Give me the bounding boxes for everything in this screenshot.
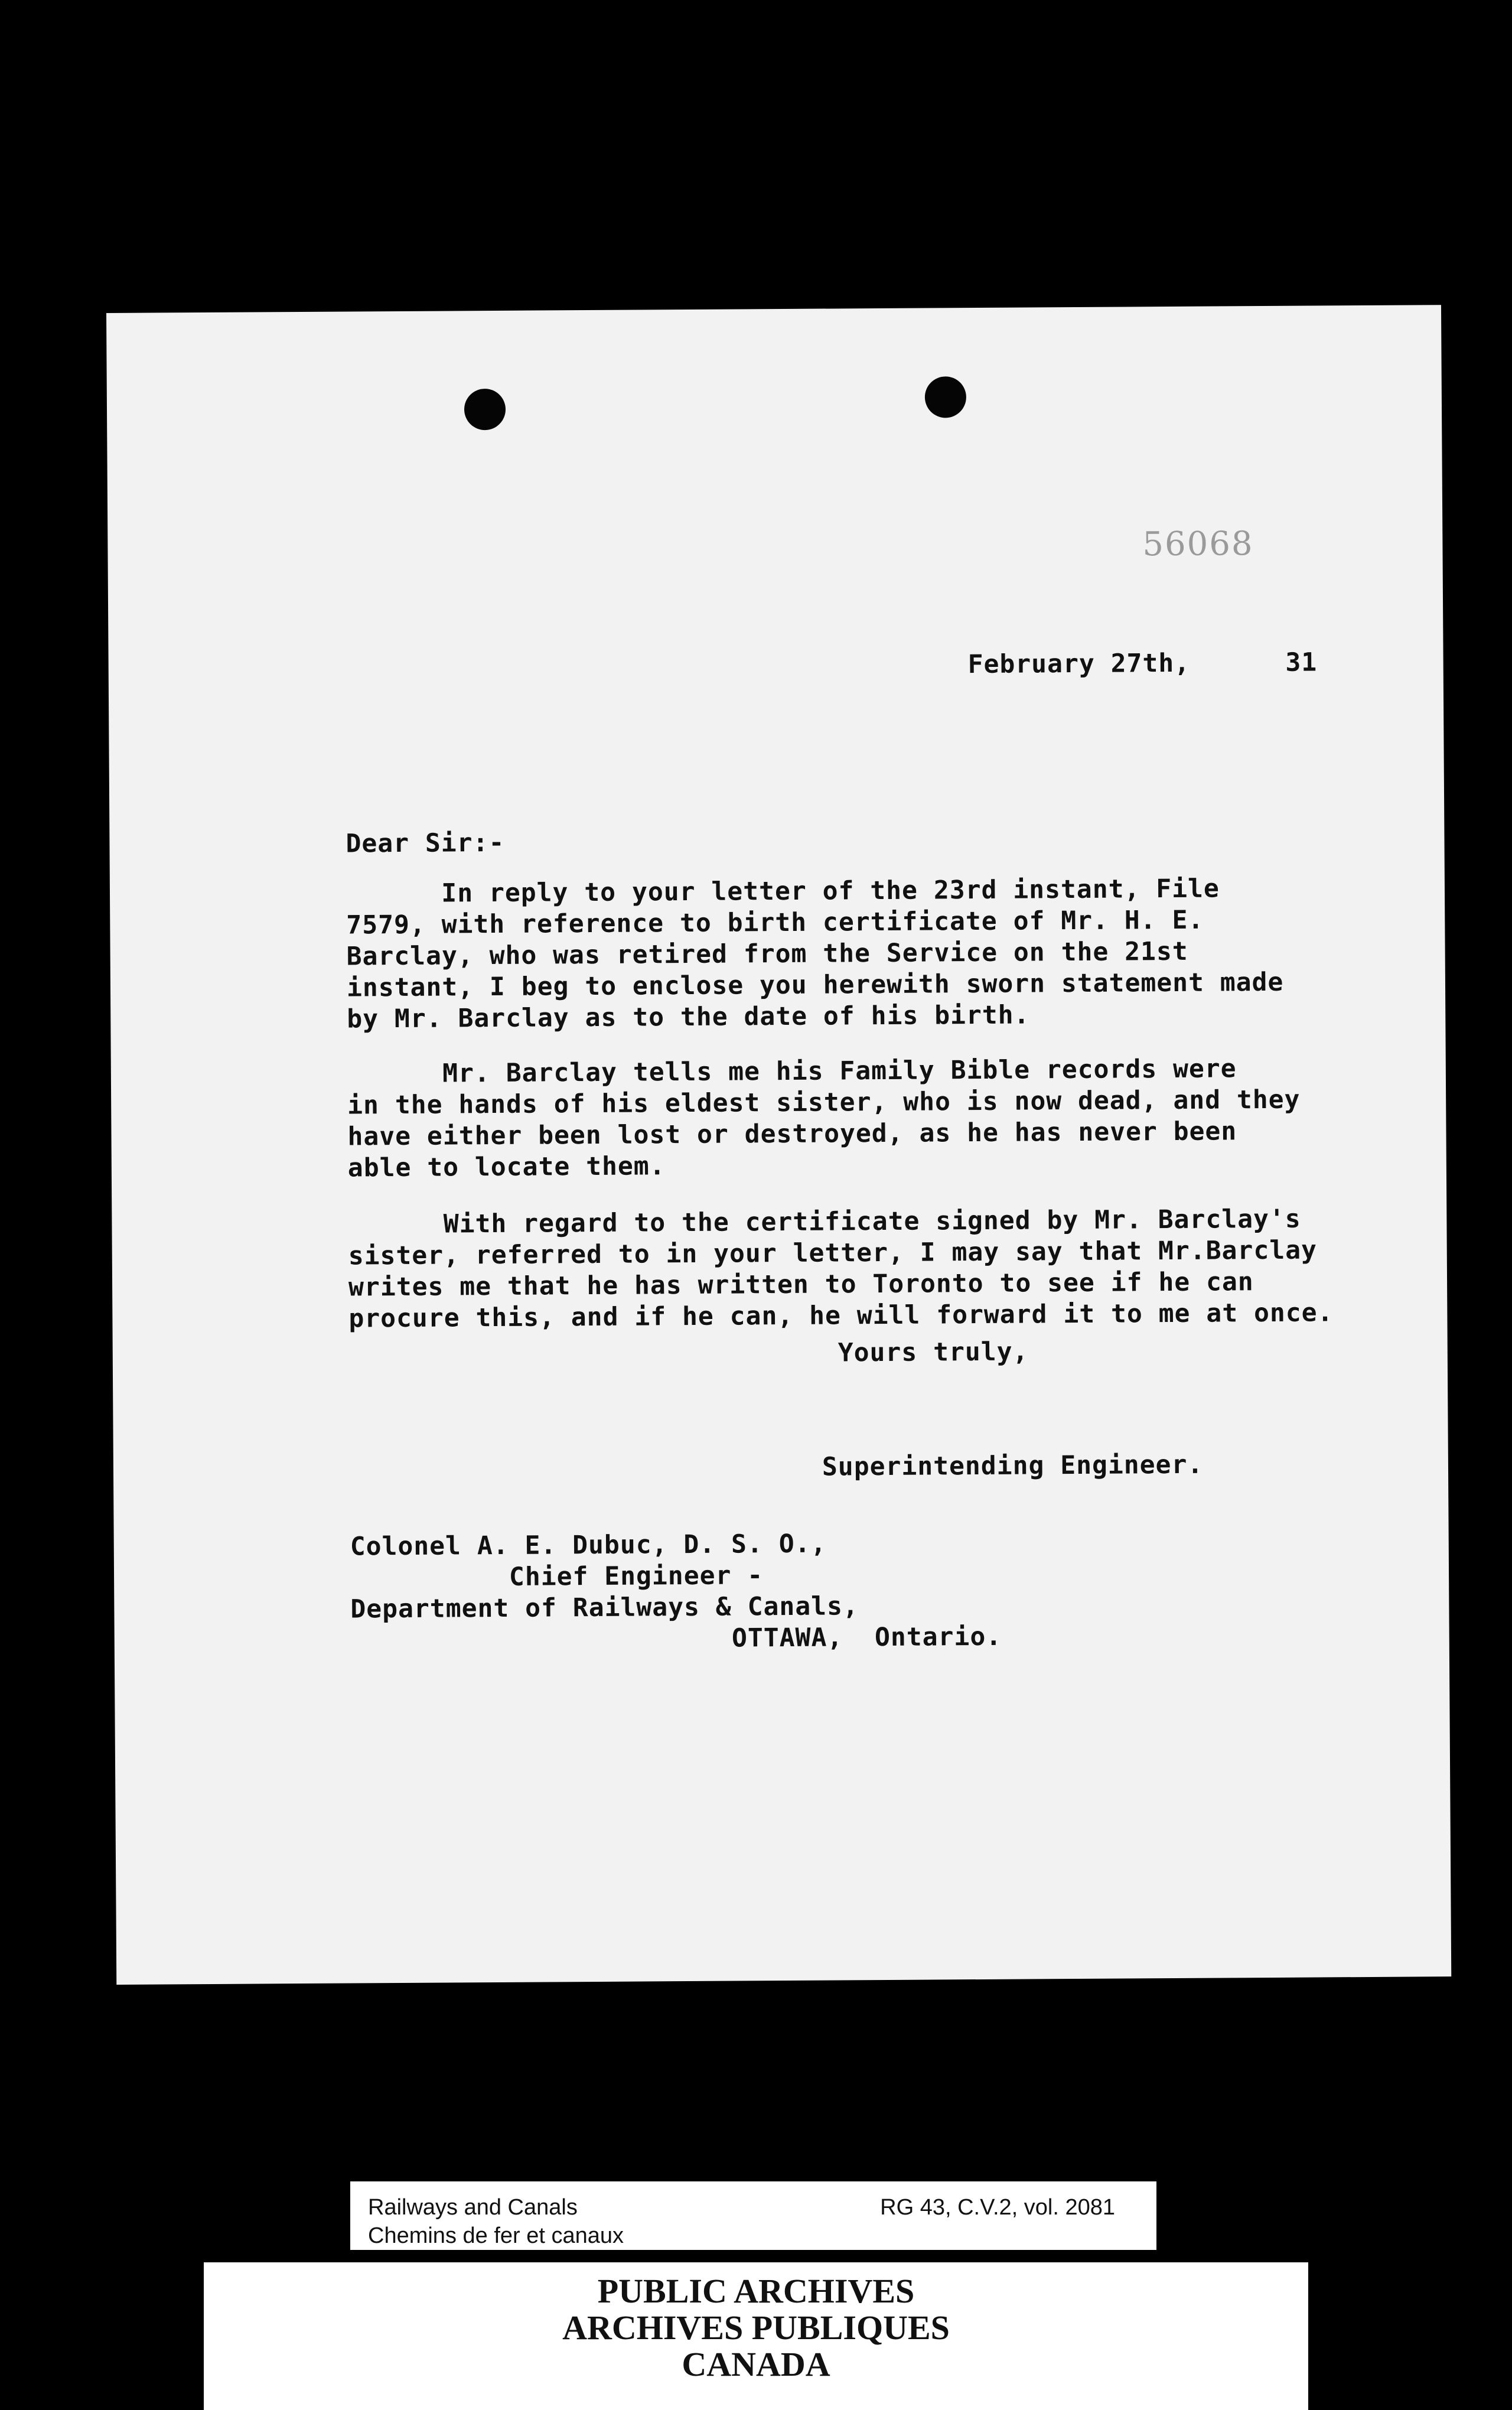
archive-reference: RG 43, C.V.2, vol. 2081 (880, 2195, 1115, 2220)
body-paragraph-2: Mr. Barclay tells me his Family Bible records were in the hands of his eldest sister, who is now dead, and they have either been lost or destroyed, as he has never been able to locate them. (347, 1054, 1301, 1183)
archive-fonds-en: Railways and Canals (368, 2195, 578, 2220)
archive-label (328, 2177, 1178, 2259)
file-stamp-number: 56068 (1142, 525, 1254, 564)
punch-hole-right (925, 376, 966, 418)
archive-fonds (368, 2193, 624, 2250)
closing: Yours truly, (838, 1337, 1029, 1368)
punch-hole-left (464, 389, 506, 430)
body-paragraph-3: With regard to the certificate signed by Mr. Barclay's sister, referred to in your letter, I may say that Mr.Barclay writes me that he has written to Toronto to see if he can procure this, and if he can, he will forward it to me at once. (348, 1204, 1334, 1334)
archives-name-line-1: PUBLIC ARCHIVES (597, 2272, 915, 2310)
signature-title: Superintending Engineer. (822, 1450, 1204, 1482)
archives-name-line-3: CANADA (682, 2345, 830, 2383)
salutation: Dear Sir:- (346, 828, 505, 859)
archive-label-inner (350, 2181, 1156, 2250)
archives-footer (204, 2262, 1308, 2410)
body-paragraph-1: In reply to your letter of the 23rd instant, File 7579, with reference to birth certificate of Mr. H. E. Barclay, who was retired from the Service on the 21st instant, I beg to enclose you herewith sworn statement made by Mr. Barclay as to the date of his birth. (346, 874, 1284, 1034)
letter-page (106, 305, 1451, 1985)
letter-date: February 27th, 31 (967, 647, 1318, 680)
archive-fonds-fr: Chemins de fer et canaux (368, 2223, 624, 2248)
archives-name-line-2: ARCHIVES PUBLIQUES (562, 2308, 950, 2347)
archives-name (204, 2273, 1308, 2383)
addressee-block: Colonel A. E. Dubuc, D. S. O., Chief Engineer - Department of Railways & Canals, OTTAWA, Ontario. (350, 1529, 1002, 1656)
